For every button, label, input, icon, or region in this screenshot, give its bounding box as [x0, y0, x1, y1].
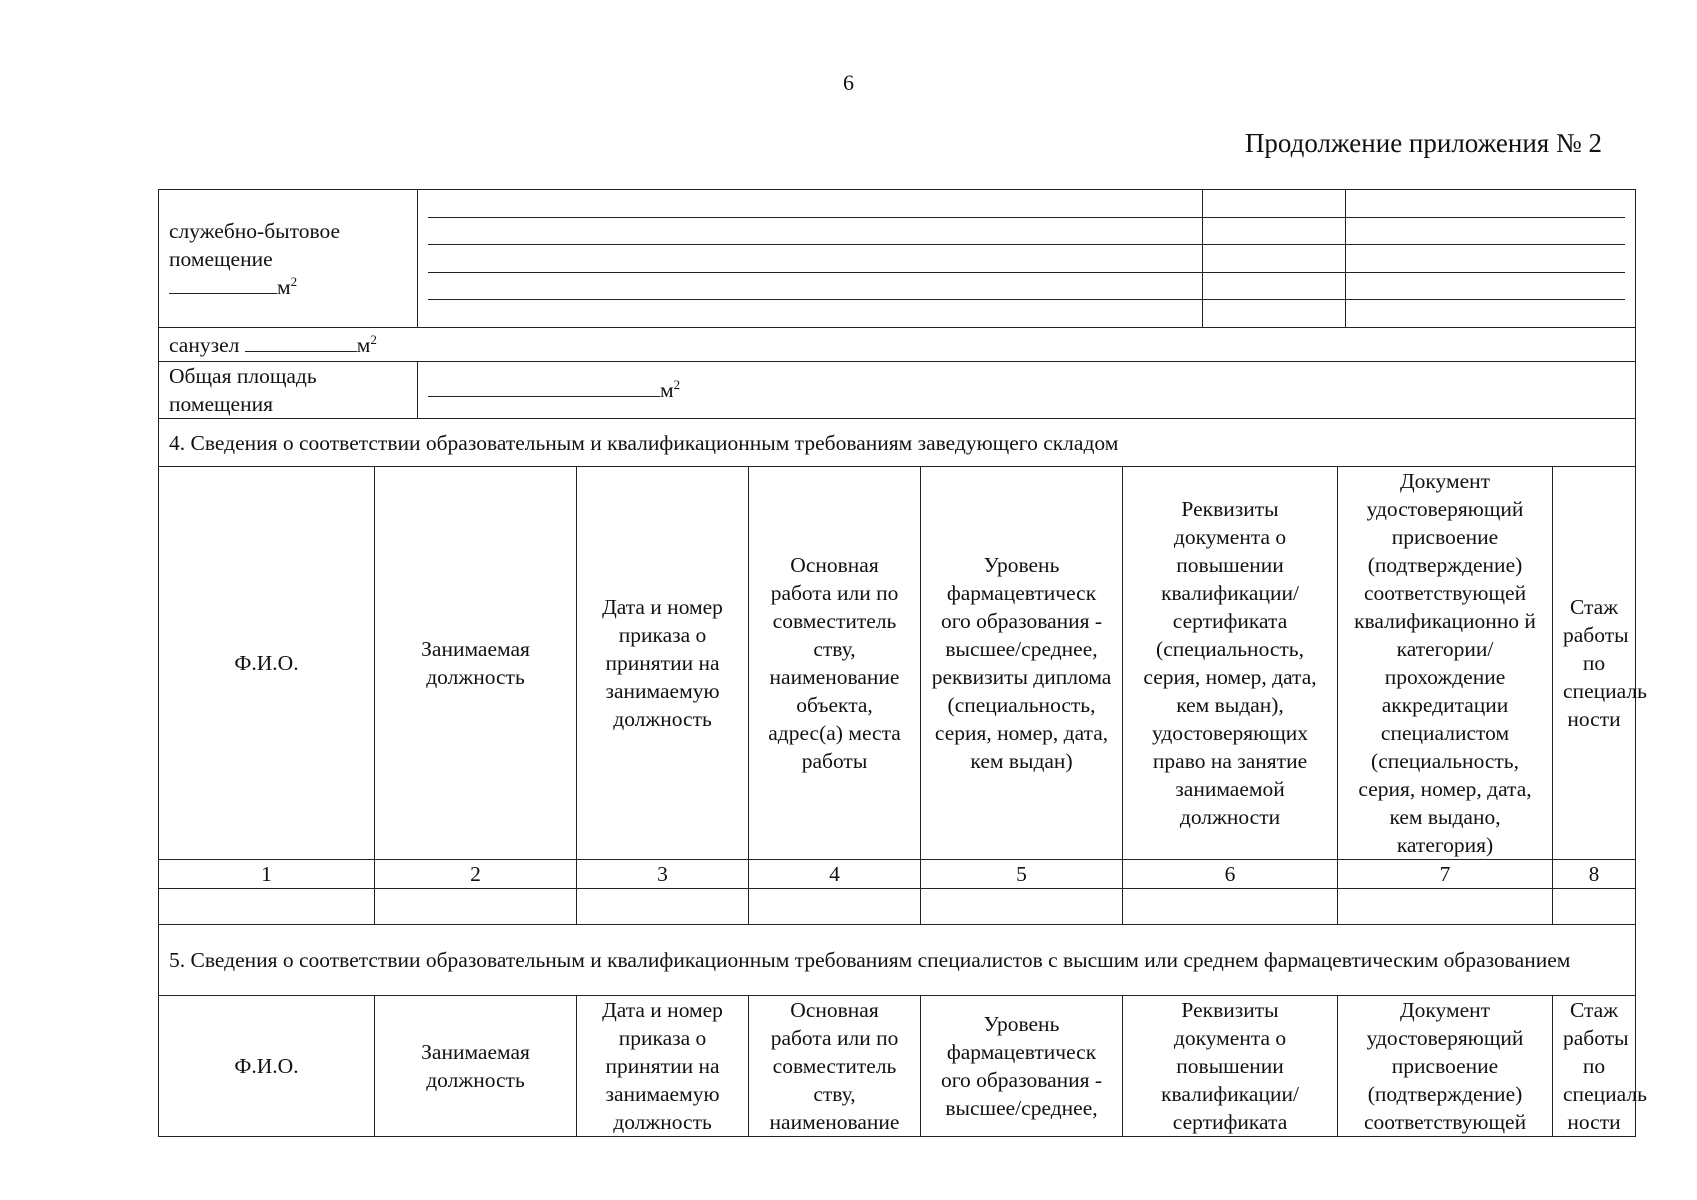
- column-header-education: Уровень фармацевтическ ого образования - высшее/среднее, реквизиты диплома (специальность, серия, номер, дата, кем выдан): [921, 467, 1123, 860]
- section4-title: 4. Сведения о соответствии образовательным и квалификационным требованиям заведующего складом: [159, 419, 1636, 467]
- service-room-cell[interactable]: [1345, 217, 1625, 245]
- column-number: 2: [375, 860, 577, 889]
- column-header-category: Документ удостоверяющий присвоение (подтверждение) соответствующей квалификационно й категории/ прохождение аккредитации специалистом (специальность, серия, номер, дата, кем выдано, категория): [1338, 467, 1553, 860]
- total-area-label: [159, 362, 418, 419]
- column-header-experience: Стаж работы по специаль ности: [1553, 996, 1636, 1137]
- application-form-table: [158, 189, 1647, 1137]
- column-number: 3: [577, 860, 749, 889]
- service-room-subtable: [428, 190, 1625, 327]
- column-header-order: Дата и номер приказа о принятии на занимаемую должность: [577, 467, 749, 860]
- total-area-label-line2: помещения: [169, 392, 273, 416]
- data-cell[interactable]: [1553, 889, 1636, 925]
- data-cell[interactable]: [749, 889, 921, 925]
- data-cell[interactable]: [1123, 889, 1338, 925]
- column-header-main-work: Основная работа или по совместитель ству, наименование объекта, адрес(а) места работы: [749, 467, 921, 860]
- column-header-position: Занимаемая должность: [375, 467, 577, 860]
- service-room-cell[interactable]: [1202, 272, 1345, 300]
- unit-power: 2: [370, 331, 377, 347]
- column-number: 1: [159, 860, 375, 889]
- unit-power: 2: [290, 273, 298, 289]
- unit-label: м: [660, 378, 674, 402]
- service-room-cell[interactable]: [1345, 272, 1625, 300]
- column-header-position: Занимаемая должность: [375, 996, 577, 1137]
- column-header-experience: Стаж работы по специаль ности: [1553, 467, 1636, 860]
- page-number: 6: [843, 70, 854, 95]
- total-area-field[interactable]: [418, 362, 1636, 419]
- service-room-label: [159, 190, 418, 328]
- column-header-main-work: Основная работа или по совместитель ству, наименование: [749, 996, 921, 1137]
- bathroom-label: санузел: [169, 332, 240, 357]
- total-area-label-line1: Общая площадь: [169, 364, 317, 388]
- service-room-cell[interactable]: [428, 245, 1202, 273]
- column-header-education: Уровень фармацевтическ ого образования - высшее/среднее,: [921, 996, 1123, 1137]
- column-header-fio: Ф.И.О.: [159, 996, 375, 1137]
- column-number: 6: [1123, 860, 1338, 889]
- data-cell[interactable]: [375, 889, 577, 925]
- continuation-title: Продолжение приложения № 2: [1244, 128, 1602, 158]
- service-room-area-field[interactable]: [169, 273, 407, 301]
- service-room-cell[interactable]: [1202, 245, 1345, 273]
- unit-power: 2: [673, 376, 681, 392]
- service-room-cell[interactable]: [428, 272, 1202, 300]
- column-header-fio: Ф.И.О.: [159, 467, 375, 860]
- data-cell[interactable]: [921, 889, 1123, 925]
- column-header-category: Документ удостоверяющий присвоение (подтверждение) соответствующей: [1338, 996, 1553, 1137]
- data-cell[interactable]: [577, 889, 749, 925]
- service-room-cell[interactable]: [1345, 190, 1625, 217]
- bathroom-row[interactable]: [159, 328, 1636, 362]
- service-room-entries: [418, 190, 1636, 328]
- column-number: 4: [749, 860, 921, 889]
- service-room-label-line2: помещение: [169, 246, 273, 271]
- service-room-cell[interactable]: [1202, 190, 1345, 217]
- unit-label: м: [356, 332, 371, 357]
- service-room-cell[interactable]: [428, 217, 1202, 245]
- column-number: 7: [1338, 860, 1553, 889]
- column-number: 5: [921, 860, 1123, 889]
- section5-title: 5. Сведения о соответствии образовательным и квалификационным требованиям специалистов с высшим или среднем фармацевтическим образованием: [159, 925, 1636, 996]
- service-room-label-line1: служебно-бытовое: [169, 218, 341, 243]
- unit-label: м: [277, 274, 291, 299]
- column-header-qualification: Реквизиты документа о повышении квалификации/ сертификата: [1123, 996, 1338, 1137]
- service-room-cell[interactable]: [1345, 245, 1625, 273]
- data-cell[interactable]: [1338, 889, 1553, 925]
- service-room-cell[interactable]: [1202, 300, 1345, 327]
- column-header-order: Дата и номер приказа о принятии на занимаемую должность: [577, 996, 749, 1137]
- service-room-cell[interactable]: [1202, 217, 1345, 245]
- column-number: 8: [1553, 860, 1636, 889]
- service-room-cell[interactable]: [428, 190, 1202, 217]
- data-cell[interactable]: [159, 889, 375, 925]
- service-room-cell[interactable]: [1345, 300, 1625, 327]
- column-header-qualification: Реквизиты документа о повышении квалификации/ сертификата (специальность, серия, номер, дата, кем выдан), удостоверяющих право на занятие занимаемой должности: [1123, 467, 1338, 860]
- service-room-cell[interactable]: [428, 300, 1202, 327]
